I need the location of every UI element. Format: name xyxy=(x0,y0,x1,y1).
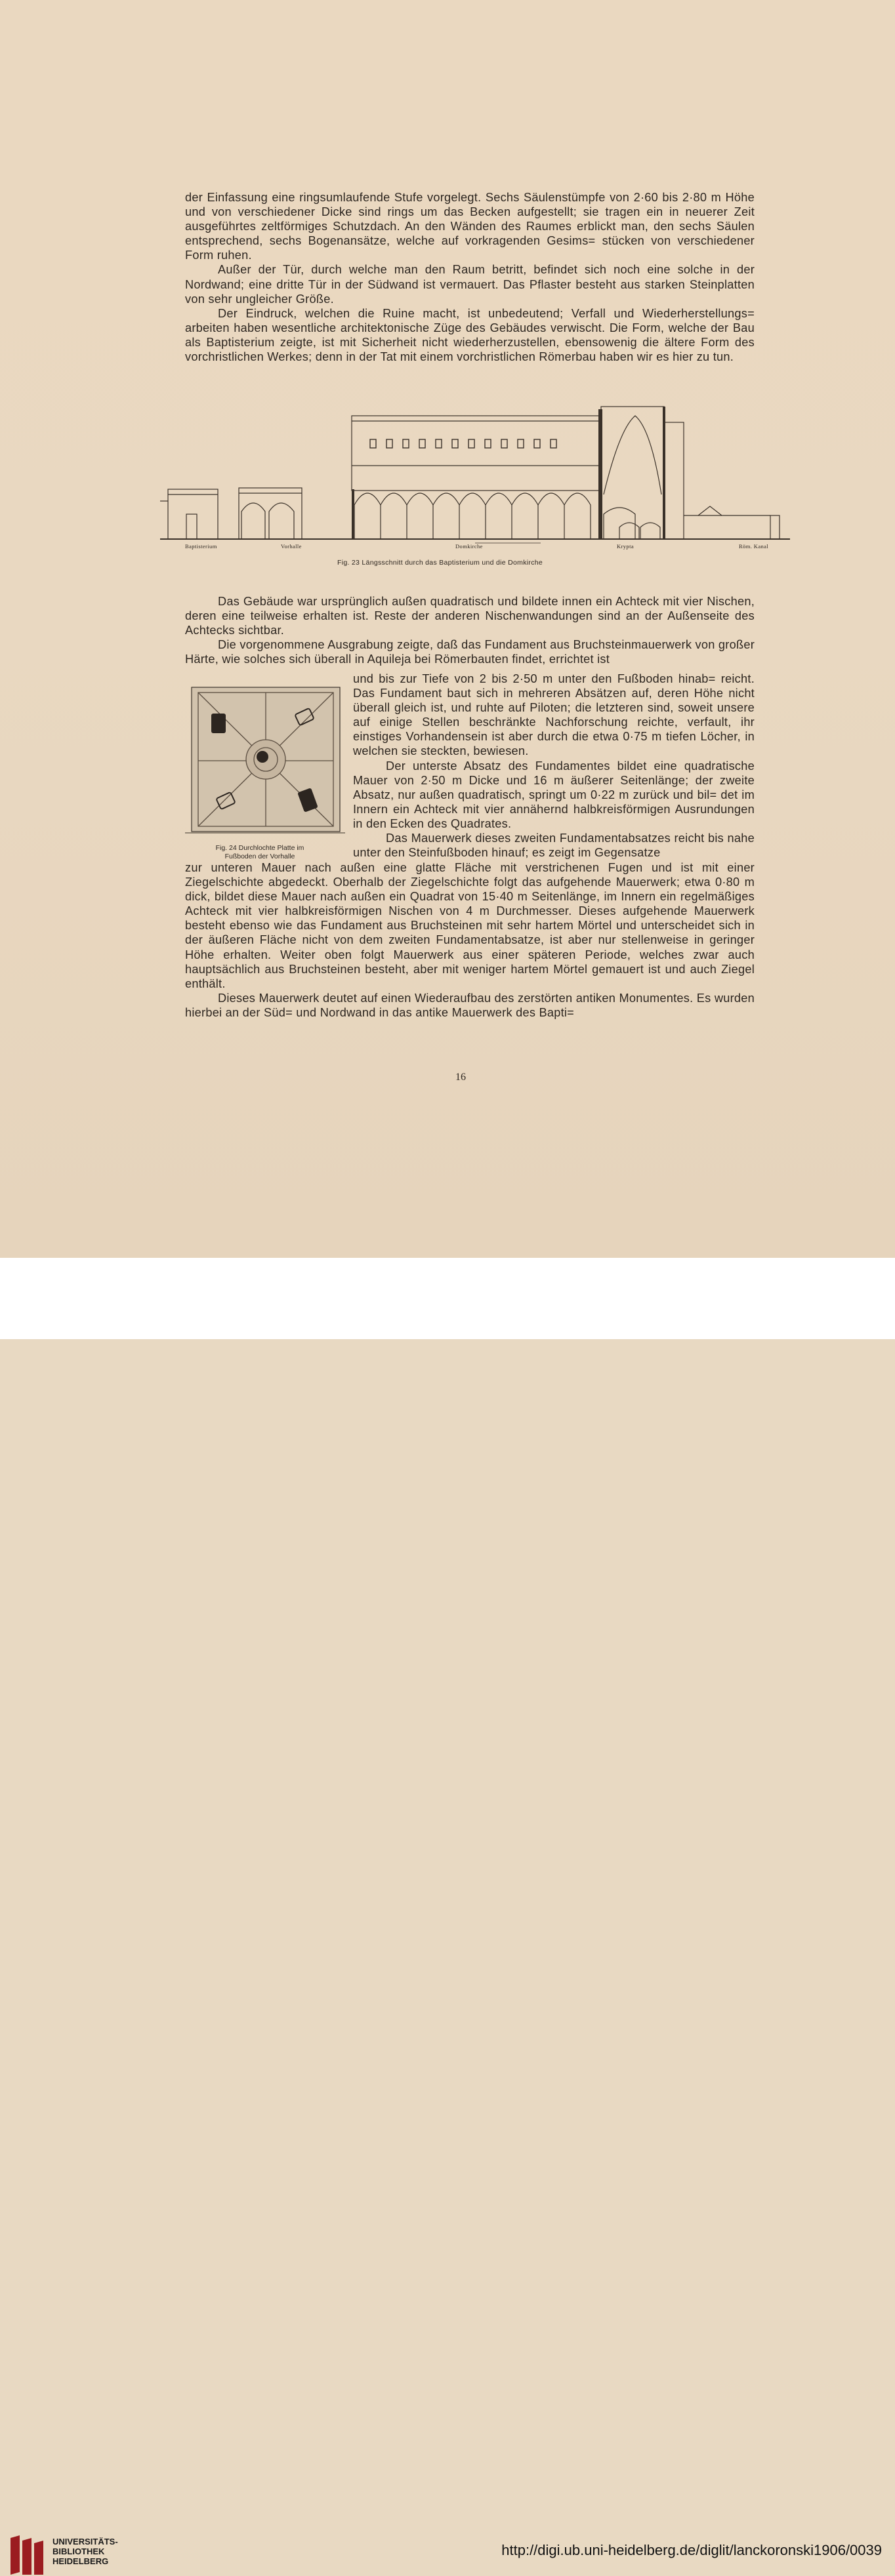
paragraph: der Einfassung eine ringsumlaufende Stufe vorgelegt. Sechs Säulenstümpfe von 2·60 bis 2·80 m Höhe und von verschiedener Dicke sind rings um das Becken aufgestellt; sie tragen ein in neuerer Zeit ausgeführtes zeltförmiges Schutzdach. An den Wänden des Raumes erblickt man, den sechs Säulen entsprechend, sechs Bogenansätze, welche auf vorkragenden Gesims= stücken von verschiedener Form ruhen. xyxy=(185,191,755,262)
text-block-lower xyxy=(185,860,755,1020)
figure-label-krypta: Krypta xyxy=(617,543,635,550)
figure-caption: Fig. 24 Durchlochte Platte im Fußboden der Vorhalle xyxy=(215,844,304,860)
paragraph: Dieses Mauerwerk deutet auf einen Wiederaufbau des zerstörten antiken Monumentes. Es wurden hierbei an der Süd= und Nordwand in das antike Mauerwerk des Bapti= xyxy=(185,991,755,1019)
paragraph: und bis zur Tiefe von 2 bis 2·50 m unter den Fußboden hinab= reicht. Das Fundament baut sich in mehreren Absätzen auf, deren Höhe nicht überall gleich ist, und ruhte auf Piloten; die letzteren sind, soweit unsere auf einige Stellen beschränkte Nachforschung reichte, verfault, ihr einstiges Vorhandensein ist aber durch die etwa 0·75 m tiefen Löcher, in welchen sie steckten, bewiesen. xyxy=(353,672,755,758)
perforated-plate-drawing xyxy=(185,682,345,834)
paragraph: Das Mauerwerk dieses zweiten Fundamentabsatzes reicht bis nahe unter den Steinfußboden hinauf; es zeigt im Gegensatze xyxy=(353,832,755,860)
footer-bar xyxy=(0,1258,895,2566)
source-link[interactable]: http://digi.ub.uni-heidelberg.de/diglit/lanckoronski1906/0039 xyxy=(501,2542,882,2558)
figure-label-baptisterium: Baptisterium xyxy=(185,543,217,550)
paragraph: Der unterste Absatz des Fundamentes bildet eine quadratische Mauer von 2·50 m Dicke und 16 m äußerer Seitenlänge; der zweite Absatz, nur außen quadratisch, springt um 0·22 m zurück und bil= det im Innern ein Achteck mit vier annähernd halbkreisförmigen Ausrundungen in den Ecken des Quadrates. xyxy=(353,759,755,830)
figure-label-kanal: Röm. Kanal xyxy=(739,543,769,550)
scan-page xyxy=(0,0,895,1258)
university-library-logo-icon xyxy=(8,2534,46,2576)
figure-label-vorhalle: Vorhalle xyxy=(281,543,302,550)
paragraph: Das Gebäude war ursprünglich außen quadratisch und bildete innen ein Achteck mit vier Nischen, deren eine teilweise erhalten ist. Reste der anderen Nischenwandungen sind an der Außenseite des Achtecks sichtbar. xyxy=(185,595,755,637)
paragraph: Außer der Tür, durch welche man den Raum betritt, befindet sich noch eine solche in der Nordwand; eine dritte Tür in der Südwand ist vermauert. Das Pflaster besteht aus starken Steinplatten von sehr ungleicher Größe. xyxy=(185,263,755,306)
paragraph: Der Eindruck, welchen die Ruine macht, ist unbedeutend; Verfall und Wiederherstellungs= arbeiten haben wesentliche architektonische Züge des Gebäudes verwischt. Die Form, welche der Bau als Baptisterium zeigte, ist mit Sicherheit nicht wiederherzustellen, ebensowenig die ältere Form des vorchristlichen Werkes; denn in der Tat mit einem vorchristlichen Römerbau haben wir es hier zu tun. xyxy=(185,306,755,364)
page-number: 16 xyxy=(455,1072,466,1083)
paragraph: zur unteren Mauer nach außen eine glatte Fläche mit verstrichenen Fugen und ist mit einer Ziegelschichte abgedeckt. Oberhalb der Ziegelschichte folgt das aufgehende Mauerwerk; etwa 0·80 m dick, bildet diese Mauer nach außen ein Quadrat von 15·40 m Seitenlänge, im Innern ein regelmäßiges Achteck mit vier halbkreisförmigen Nischen von 4 m Durchmesser. Dieses aufgehende Mauerwerk besteht ebenso wie das Fundament aus Bruchsteinen mit sehr hartem Mörtel und unterscheidet sich in der äußeren Fläche nicht von dem zweiten Fundamentabsatze, ist aber nur stellenweise in geringer Höhe erhalten. Weiter oben folgt Mauerwerk aus einer späteren Periode, welches zwar auch hauptsächlich aus Bruchsteinen besteht, aber mit weniger hartem Mörtel gemauert ist und auch Ziegel enthält. xyxy=(185,861,755,990)
text-block-top xyxy=(185,190,755,364)
text-block-wrap xyxy=(353,672,755,860)
figure-caption: Fig. 23 Längsschnitt durch das Baptisterium und die Domkirche xyxy=(337,559,543,567)
paragraph: Die vorgenommene Ausgrabung zeigte, daß das Fundament aus Bruchsteinmauerwerk von großer Härte, wie solches sich überall in Aquileja bei Römerbauten findet, errichtet ist xyxy=(185,638,755,666)
figure-label-domkirche: Domkirche xyxy=(455,543,483,550)
text-block-bottom xyxy=(185,594,755,666)
longitudinal-section-drawing xyxy=(160,403,790,555)
library-name: UNIVERSITÄTS- BIBLIOTHEK HEIDELBERG xyxy=(52,2537,118,2566)
